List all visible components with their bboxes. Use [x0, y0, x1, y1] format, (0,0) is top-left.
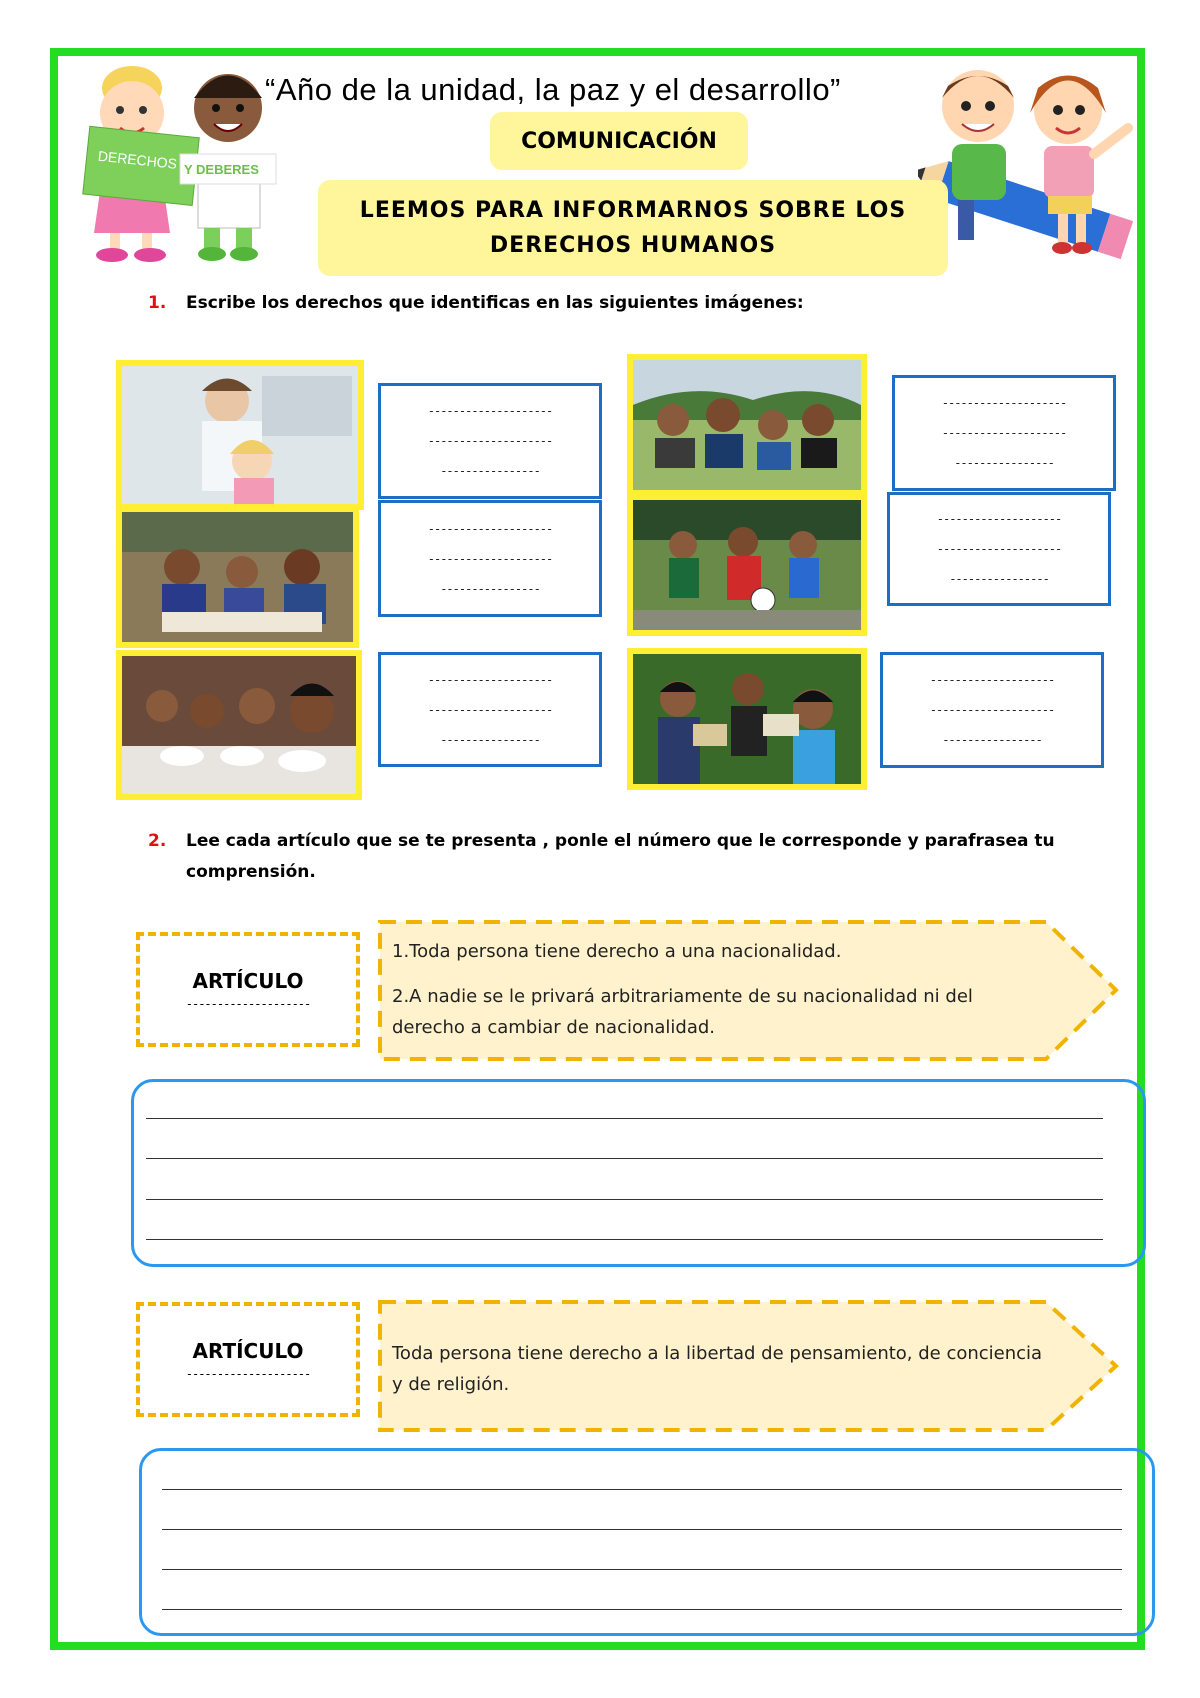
svg-text:Y DEBERES: Y DEBERES [184, 162, 259, 177]
svg-text:DERECHOS: DERECHOS [97, 147, 178, 172]
article-number-blank: -------------------- [185, 996, 311, 1011]
writing-line [146, 1118, 1103, 1119]
writing-line [146, 1199, 1103, 1200]
photo-family-on-grass [627, 354, 867, 496]
year-motto: “Año de la unidad, la paz y el desarrollo” [265, 72, 841, 107]
answer-box-1[interactable]: -------------------- -------------------- ---------------- [378, 383, 602, 499]
article-2-paragraph-2: y de religión. [392, 1374, 510, 1395]
answer-box-3[interactable]: -------------------- -------------------- ---------------- [378, 652, 602, 767]
answer-box-5[interactable]: -------------------- -------------------- ---------------- [887, 492, 1111, 606]
article-label: ARTÍCULO [192, 968, 304, 993]
answer-box-4[interactable]: -------------------- -------------------- ---------------- [892, 375, 1116, 491]
writing-area-2[interactable] [139, 1448, 1155, 1636]
article-number-blank: -------------------- [185, 1366, 311, 1381]
page-title [318, 180, 948, 276]
article-2-paragraph-1: Toda persona tiene derecho a la libertad de pensamiento, de conciencia [392, 1343, 1043, 1364]
writing-area-1[interactable] [131, 1079, 1146, 1267]
answer-box-2[interactable]: -------------------- -------------------- ---------------- [378, 500, 602, 617]
question-2-line-2: comprensión. [186, 862, 316, 882]
kids-derechos-deberes-illustration [80, 58, 290, 268]
article-text-box-1 [376, 918, 1120, 1063]
writing-line [162, 1529, 1122, 1530]
writing-line [146, 1158, 1103, 1159]
writing-line [146, 1239, 1103, 1240]
photo-children-playing-ball [627, 494, 867, 636]
question-2-line-1: Lee cada artículo que se te presenta , ponle el número que le corresponde y parafrasea tu [186, 831, 1055, 851]
article-label: ARTÍCULO [192, 1338, 304, 1363]
title-line-2: DERECHOS HUMANOS [489, 233, 777, 258]
photo-dentist [116, 360, 364, 510]
article-number-box-2[interactable] [136, 1302, 360, 1417]
photo-classroom [116, 506, 359, 648]
question-2 [148, 826, 1055, 888]
article-text-box-2 [376, 1298, 1120, 1434]
photo-children-eating [116, 650, 362, 800]
question-2-number: 2. [148, 831, 167, 851]
article-1-paragraph-1: 1.Toda persona tiene derecho a una nacionalidad. [392, 941, 842, 962]
writing-line [162, 1489, 1122, 1490]
article-number-box-1[interactable] [136, 932, 360, 1047]
writing-line [162, 1569, 1122, 1570]
writing-line [162, 1609, 1122, 1610]
article-1-paragraph-2b: derecho a cambiar de nacionalidad. [392, 1017, 716, 1038]
title-line-1: LEEMOS PARA INFORMARNOS SOBRE LOS [359, 198, 907, 223]
question-1 [148, 288, 804, 319]
question-1-number: 1. [148, 293, 167, 313]
article-1-paragraph-2a: 2.A nadie se le privará arbitrariamente de su nacionalidad ni del [392, 986, 973, 1007]
photo-children-with-id-cards [627, 648, 867, 790]
subject-badge: COMUNICACIÓN [490, 112, 748, 170]
kids-on-pencil-illustration [918, 58, 1143, 273]
question-1-text: Escribe los derechos que identificas en las siguientes imágenes: [186, 293, 804, 313]
answer-box-6[interactable]: -------------------- -------------------- ---------------- [880, 652, 1104, 768]
